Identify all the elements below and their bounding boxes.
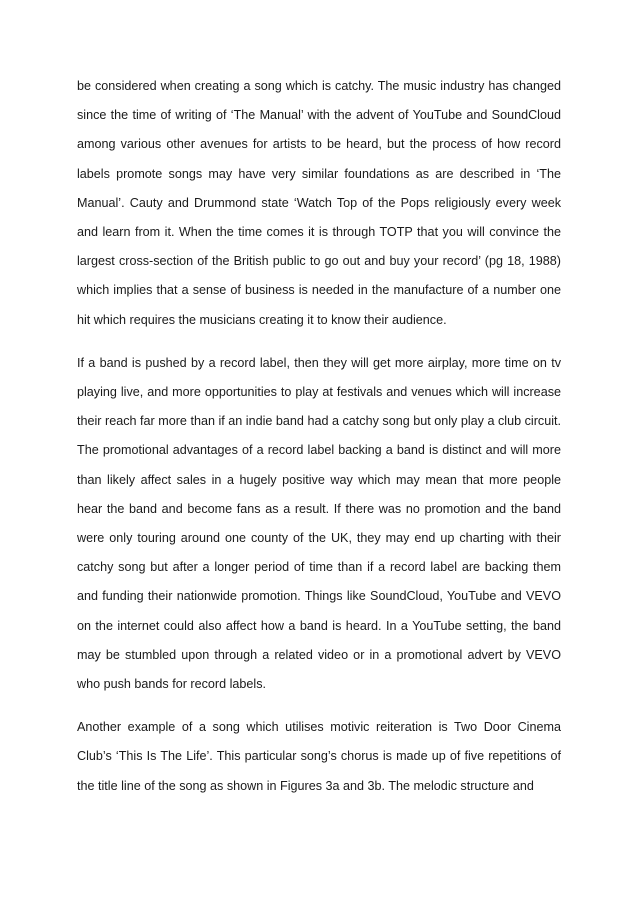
body-text [77, 72, 561, 815]
paragraph-3: Another example of a song which utilises motivic reiteration is Two Door Cinema Club’s ‘This Is The Life’. This particular song’s chorus is made up of five repetitions of the title line of the song as shown in Figures 3a and 3b. The melodic structure and [77, 720, 561, 793]
paragraph-1: be considered when creating a song which is catchy. The music industry has changed since the time of writing of ‘The Manual’ with the advent of YouTube and SoundCloud among various other avenues for artists to be heard, but the process of how record labels promote songs may have very similar foundations as are described in ‘The Manual’. Cauty and Drummond state ‘Watch Top of the Pops religiously every week and learn from it. When the time comes it is through TOTP that you will convince the largest cross-section of the British public to go out and buy your record’ (pg 18, 1988) which implies that a sense of business is needed in the manufacture of a number one hit which requires the musicians creating it to know their audience. [77, 79, 561, 327]
paragraph-2: If a band is pushed by a record label, then they will get more airplay, more time on tv playing live, and more opportunities to play at festivals and venues which will increase their reach far more than if an indie band had a catchy song but only play a club circuit. The promotional advantages of a record label backing a band is distinct and will more than likely affect sales in a hugely positive way which may mean that more people hear the band and become fans as a result. If there was no promotion and the band were only touring around one county of the UK, they may end up charting with their catchy song but after a longer period of time than if a record label are backing them and funding their nationwide promotion. Things like SoundCloud, YouTube and VEVO on the internet could also affect how a band is heard. In a YouTube setting, the band may be stumbled upon through a related video or in a promotional advert by VEVO who push bands for record labels. [77, 355, 561, 692]
